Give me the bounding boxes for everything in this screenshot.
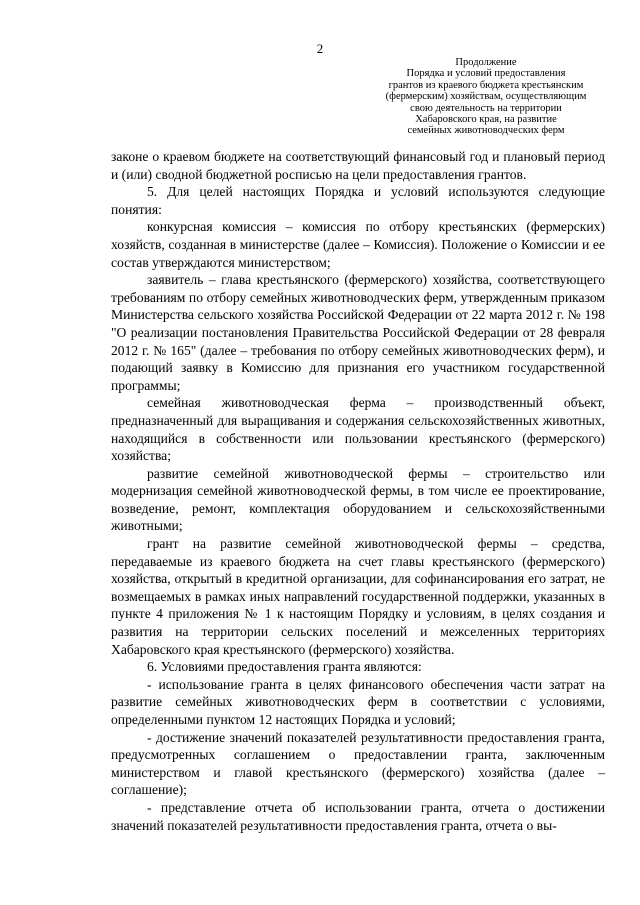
running-header-line: Продолжение (455, 57, 517, 68)
running-header-line: свою деятельность на территории (410, 102, 562, 114)
paragraph: семейная животноводческая ферма – производственный объект, предназначенный для выращивания и содержания сельскохозяйственных животных, находящийся в собственности или пользовании крестьянского (фермерского) хозяйства; (111, 395, 605, 464)
running-header-line: Порядка и условий предоставления (406, 68, 566, 80)
running-header-line: грантов из краевого бюджета крестьянским (388, 79, 584, 91)
paragraph: законе о краевом бюджете на соответствующий финансовый год и плановый период и (или) сводной бюджетной росписью на цели предоставления грантов. (111, 149, 605, 182)
paragraph: грант на развитие семейной животноводческой фермы – средства, передаваемые из краевого бюджета на счет главы крестьянского (фермерского) хозяйства, открытый в кредитной организации, для софинансирования его затрат, не возмещаемых в рамках иных направлений государственной поддержки, указанных в пункте 4 приложения № 1 к настоящим Порядку и условиям, в целях создания и развития на территории сельских поселений и межселенных территориях Хабаровского края крестьянского (фермерского) хозяйства. (111, 536, 605, 657)
paragraph: 6. Условиями предоставления гранта являются: (147, 659, 422, 675)
running-header (368, 57, 604, 137)
paragraph: - представление отчета об использовании гранта, отчета о достижении значений показателей результативности предоставления гранта, отчета о вы- (111, 799, 605, 833)
paragraph: развитие семейной животноводческой фермы – строительство или модернизация семейной животноводческой фермы, в том числе ее проектирование, возведение, ремонт, комплектация оборудованием и сельскохозяйственными животными; (111, 465, 605, 534)
paragraph: - достижение значений показателей результативности предоставления гранта, предусмотренных соглашением о предоставлении гранта, заключенным министерством и главой крестьянского (фермерского) хозяйства (далее – соглашение); (111, 729, 605, 798)
running-header-line: Хабаровского края, на развитие (415, 114, 557, 126)
running-header-line: семейных животноводческих ферм (407, 125, 565, 137)
running-header-line: (фермерским) хозяйствам, осуществляющим (385, 91, 587, 103)
paragraph: конкурсная комиссия – комиссия по отбору крестьянских (фермерских) хозяйств, созданная в министерстве (далее – Комиссия). Положение о Комиссии и ее состав утверждаются министерством; (111, 219, 605, 270)
paragraph: 5. Для целей настоящих Порядка и условий используются следующие понятия: (111, 184, 605, 217)
body-text (111, 148, 605, 834)
paragraph: - использование гранта в целях финансового обеспечения части затрат на развитие семейных животноводческих ферм в соответствии с условиями, определенными пунктом 12 настоящих Порядка и условий; (111, 676, 605, 727)
page-number: 2 (316, 41, 324, 56)
paragraph: заявитель – глава крестьянского (фермерского) хозяйства, соответствующего требованиям по отбору семейных животноводческих ферм, утвержденным приказом Министерства сельского хозяйства Российской Федерации от 22 марта 2012 г. № 198 "О реализации постановления Правительства Российской Федерации от 28 февраля 2012 г. № 165" (далее – требования по отбору семейных животноводческих ферм), и подающий заявку в Комиссию для признания его участником государственной программы; (111, 272, 605, 393)
